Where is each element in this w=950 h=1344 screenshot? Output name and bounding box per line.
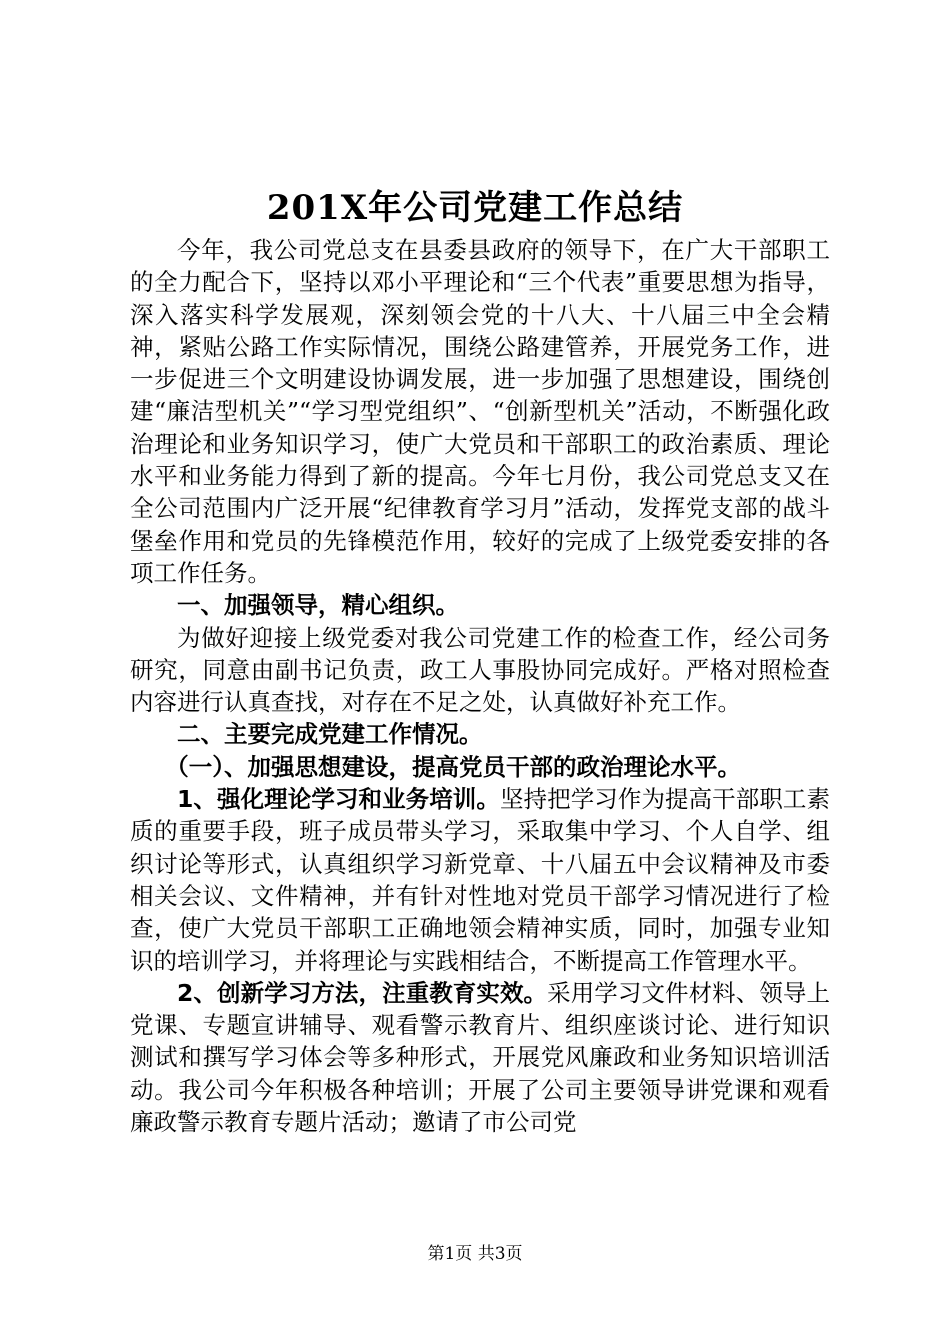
- section1-heading: 一、加强领导，精心组织。: [177, 591, 459, 620]
- item2-body: 采用学习文件材料、领导上党课、专题宣讲辅导、观看警示教育片、组织座谈讨论、进行知识测试和撰写学习体会等多种形式，开展党风廉政和业务知识培训活动。我公司今年积极各种培训；开展了公司主要领导讲党课和观看廉政警示教育专题片活动；邀请了市公司党: [130, 978, 830, 1137]
- section1-paragraph: 为做好迎接上级党委对我公司党建工作的检查工作，经公司务研究，同意由副书记负责，政工人事股协同完成好。严格对照检查内容进行认真查找，对存在不足之处，认真做好补充工作。: [130, 623, 830, 717]
- intro-paragraph: 今年，我公司党总支在县委县政府的领导下，在广大干部职工的全力配合下，坚持以邓小平理论和“三个代表”重要思想为指导，深入落实科学发展观，深刻领会党的十八大、十八届三中全会精神，紧贴公路工作实际情况，围绕公路建管养，开展党务工作，进一步促进三个文明建设协调发展，进一步加强了思想建设，围绕创建“廉洁型机关”“学习型党组织”、“创新型机关”活动，不断强化政治理论和业务知识学习，使广大党员和干部职工的政治素质、理论水平和业务能力得到了新的提高。今年七月份，我公司党总支又在全公司范围内广泛开展“纪律教育学习月”活动，发挥党支部的战斗堡垒作用和党员的先锋模范作用，较好的完成了上级党委安排的各项工作任务。: [130, 236, 830, 587]
- section2-heading: 二、主要完成党建工作情况。: [177, 720, 483, 749]
- page-footer: 第1页 共3页: [427, 1244, 523, 1264]
- item2-paragraph: [130, 977, 830, 1138]
- item1-body: 坚持把学习作为提高干部职工素质的重要手段，班子成员带头学习，采取集中学习、个人自学、组织讨论等形式，认真组织学习新党章、十八届五中会议精神及市委相关会议、文件精神，并有针对性地对党员干部学习情况进行了检查，使广大党员干部职工正确地领会精神实质，同时，加强专业知识的培训学习，并将理论与实践相结合，不断提高工作管理水平。: [130, 785, 830, 975]
- item1-lead: 1、强化理论学习和业务培训。: [177, 785, 500, 814]
- item1-paragraph: [130, 783, 830, 977]
- item2-lead: 2、创新学习方法，注重教育实效。: [177, 978, 548, 1007]
- subsection1-heading: （一）、加强思想建设，提高党员干部的政治理论水平。: [165, 752, 741, 781]
- document-title: 201X年公司党建工作总结: [266, 188, 684, 228]
- document-body: [130, 234, 830, 1138]
